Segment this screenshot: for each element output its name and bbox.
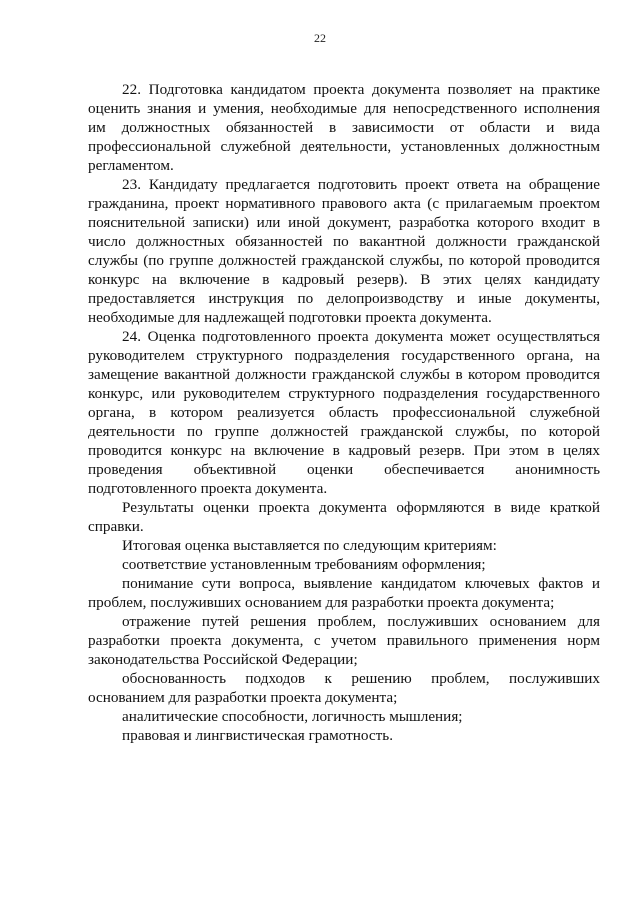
paragraph-criteria-intro: Итоговая оценка выставляется по следующим критериям:	[122, 537, 497, 554]
paragraph-22: 22. Подготовка кандидатом проекта документа позволяет на практике оценить знания и умения, необходимые для непосредственного исполнения им должностных обязанностей в зависимости от области и вида профессиональной служебной деятельности, установленных должностным регламентом.	[88, 81, 600, 174]
document-body	[88, 80, 600, 745]
paragraph-23: 23. Кандидату предлагается подготовить проект ответа на обращение гражданина, проект нормативного правового акта (с прилагаемым проектом пояснительной записки) или иной документ, разработка которого входит в число должностных обязанностей по вакантной должности гражданской службы (по группе должностей гражданской службы, по которой проводится конкурс на включение в кадровый резерв). В этих целях кандидату предоставляется инструкция по делопроизводству и иные документы, необходимые для надлежащей подготовки проекта документа.	[88, 176, 600, 326]
criterion-justification: обоснованность подходов к решению проблем, послуживших основанием для разработки проекта документа;	[88, 670, 600, 706]
criterion-literacy: правовая и лингвистическая грамотность.	[122, 727, 393, 744]
criterion-formatting: соответствие установленным требованиям оформления;	[122, 556, 486, 573]
criterion-understanding: понимание сути вопроса, выявление кандидатом ключевых фактов и проблем, послуживших основанием для разработки проекта документа;	[88, 575, 600, 611]
criterion-analytical: аналитические способности, логичность мышления;	[122, 708, 463, 725]
page-number: 22	[314, 31, 326, 45]
paragraph-24: 24. Оценка подготовленного проекта документа может осуществляться руководителем структурного подразделения государственного органа, на замещение вакантной должности гражданской службы в котором проводится конкурс, или руководителем структурного подразделения государственного органа, в котором реализуется область профессиональной служебной деятельности по группе должностей гражданской службы, по которой проводится конкурс на включение в кадровый резерв. При этом в целях проведения объективной оценки обеспечивается анонимность подготовленного проекта документа.	[88, 328, 600, 497]
criterion-solutions: отражение путей решения проблем, послуживших основанием для разработки проекта документа, с учетом правильного применения норм законодательства Российской Федерации;	[88, 613, 600, 668]
paragraph-evaluation-results: Результаты оценки проекта документа оформляются в виде краткой справки.	[88, 499, 600, 535]
